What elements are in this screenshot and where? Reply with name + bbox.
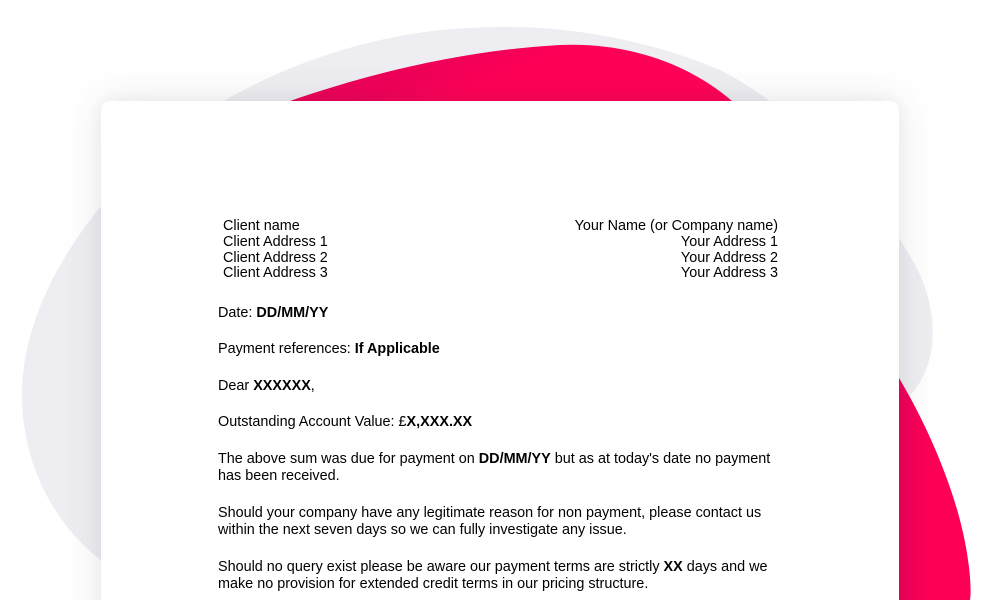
sender-address-line-2: Your Address 2 — [680, 249, 778, 266]
paragraph-payment-terms-text-end: days and we make no provision for extended credit terms in our pricing structure. — [218, 558, 768, 593]
payment-terms-days-value: XX — [663, 558, 683, 575]
salutation-line — [218, 378, 788, 396]
salutation-name: XXXXXX — [253, 377, 311, 394]
client-address-line-3: Client Address 3 — [223, 265, 328, 282]
paragraph-due-date-text-start: The above sum was due for payment on — [218, 450, 479, 467]
paragraph-due-date — [218, 451, 788, 486]
client-address-line-1: Client Address 1 — [223, 233, 328, 250]
letter-card — [101, 101, 899, 600]
salutation-prefix: Dear — [218, 377, 254, 394]
sender-name: Your Name (or Company name) — [574, 218, 778, 234]
payment-reference-value: If Applicable — [354, 341, 440, 358]
pink-blob-right-shape — [899, 378, 971, 600]
client-name: Client name — [223, 218, 300, 234]
paragraph-payment-terms-text-start: Should no query exist please be aware our payment terms are strictly — [218, 558, 664, 575]
client-address-block — [223, 219, 328, 282]
date-value: DD/MM/YY — [256, 305, 329, 321]
sender-address-block — [575, 219, 778, 282]
letter-content — [101, 101, 899, 600]
sender-address-line-3: Your Address 3 — [680, 265, 778, 282]
payment-reference-label: Payment references: — [218, 341, 355, 358]
date-line — [218, 305, 788, 323]
paragraph-payment-terms — [218, 559, 788, 594]
paragraph-due-date-value: DD/MM/YY — [478, 450, 551, 467]
salutation-suffix: , — [310, 377, 315, 394]
outstanding-value-line — [218, 414, 788, 432]
payment-reference-line — [218, 341, 788, 359]
outstanding-value-amount: X,XXX.XX — [406, 414, 473, 431]
client-address-line-2: Client Address 2 — [223, 249, 328, 266]
paragraph-contact-us: Should your company have any legitimate reason for non payment, please contact us within the next seven days so we can fully investigate any issue. — [218, 504, 762, 539]
outstanding-value-label: Outstanding Account Value: £ — [218, 414, 407, 431]
date-label: Date: — [218, 305, 257, 321]
letter-body — [218, 305, 788, 600]
sender-address-line-1: Your Address 1 — [680, 233, 778, 250]
paragraph-due-date-text-end: but as at today's date no payment has been received. — [218, 450, 771, 485]
